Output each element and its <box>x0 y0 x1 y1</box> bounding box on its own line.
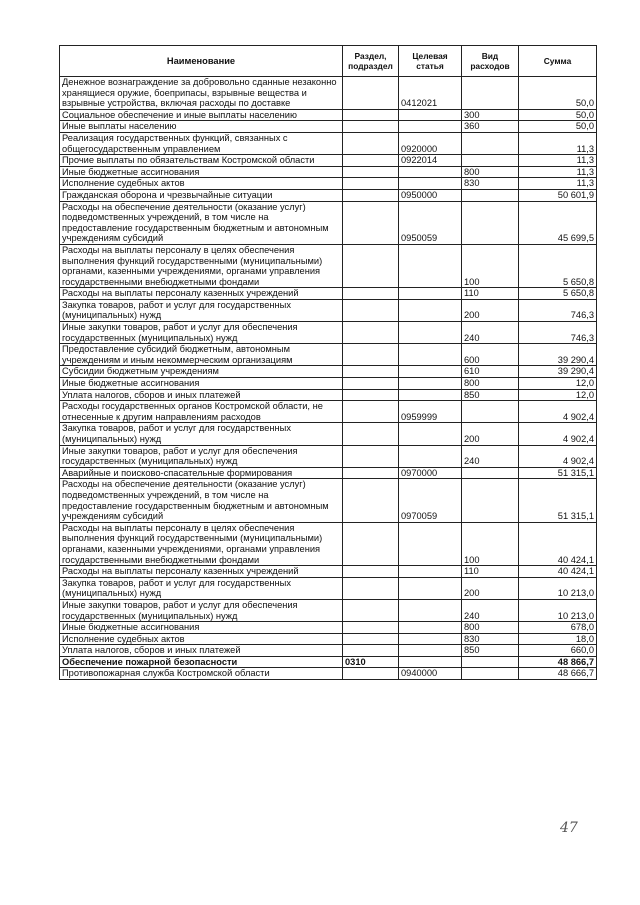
row-expense-cell <box>462 77 519 110</box>
table-row <box>60 645 597 657</box>
row-article-cell <box>399 445 462 467</box>
row-article-cell <box>399 622 462 634</box>
row-section-cell <box>343 322 399 344</box>
row-name-cell: Расходы на обеспечение деятельности (оказание услуг) подведомственных учреждений, в том числе на предоставление государственным бюджетным и автономным учреждениям субсидий <box>60 201 343 244</box>
row-name-cell: Аварийные и поисково-спасательные формирования <box>60 467 343 479</box>
row-section-cell <box>343 622 399 634</box>
row-expense-cell: 830 <box>462 633 519 645</box>
table-row <box>60 566 597 578</box>
row-name-cell: Исполнение судебных актов <box>60 633 343 645</box>
row-expense-cell <box>462 479 519 522</box>
row-section-cell <box>343 467 399 479</box>
row-expense-cell: 240 <box>462 599 519 621</box>
row-article-cell: 0412021 <box>399 77 462 110</box>
row-section-cell: 0310 <box>343 656 399 668</box>
row-expense-cell: 360 <box>462 121 519 133</box>
column-header-sum: Сумма <box>519 46 597 77</box>
row-article-cell <box>399 178 462 190</box>
row-expense-cell: 600 <box>462 344 519 366</box>
row-section-cell <box>343 401 399 423</box>
table-row <box>60 132 597 154</box>
row-expense-cell: 200 <box>462 423 519 445</box>
row-expense-cell: 610 <box>462 366 519 378</box>
row-name-cell: Обеспечение пожарной безопасности <box>60 656 343 668</box>
row-name-cell: Иные выплаты населению <box>60 121 343 133</box>
row-sum-cell: 18,0 <box>519 633 597 645</box>
row-section-cell <box>343 166 399 178</box>
row-name-cell: Гражданская оборона и чрезвычайные ситуации <box>60 189 343 201</box>
table-row <box>60 288 597 300</box>
row-article-cell: 0959999 <box>399 401 462 423</box>
row-sum-cell: 4 902,4 <box>519 445 597 467</box>
row-sum-cell: 12,0 <box>519 389 597 401</box>
row-article-cell: 0940000 <box>399 668 462 680</box>
row-expense-cell: 800 <box>462 166 519 178</box>
row-sum-cell: 39 290,4 <box>519 366 597 378</box>
row-sum-cell: 50,0 <box>519 109 597 121</box>
table-row <box>60 389 597 401</box>
row-article-cell <box>399 423 462 445</box>
row-sum-cell: 4 902,4 <box>519 401 597 423</box>
row-article-cell <box>399 166 462 178</box>
row-expense-cell: 800 <box>462 622 519 634</box>
row-expense-cell: 110 <box>462 566 519 578</box>
table-row <box>60 656 597 668</box>
row-section-cell <box>343 189 399 201</box>
row-name-cell: Денежное вознаграждение за добровольно сданные незаконно хранящиеся оружие, боеприпасы, взрывные вещества и взрывные устройства, включая расходы по доставке <box>60 77 343 110</box>
row-section-cell <box>343 633 399 645</box>
row-name-cell: Закупка товаров, работ и услуг для государственных (муниципальных) нужд <box>60 423 343 445</box>
row-section-cell <box>343 668 399 680</box>
row-name-cell: Исполнение судебных актов <box>60 178 343 190</box>
table-row <box>60 322 597 344</box>
row-expense-cell: 830 <box>462 178 519 190</box>
table-body <box>60 77 597 680</box>
row-article-cell <box>399 577 462 599</box>
row-article-cell: 0920000 <box>399 132 462 154</box>
table-row <box>60 401 597 423</box>
row-section-cell <box>343 132 399 154</box>
row-article-cell <box>399 344 462 366</box>
column-header-section: Раздел, подраздел <box>343 46 399 77</box>
table-row <box>60 109 597 121</box>
row-section-cell <box>343 109 399 121</box>
row-section-cell <box>343 201 399 244</box>
table-row <box>60 166 597 178</box>
column-header-article: Целевая статья <box>399 46 462 77</box>
column-header-name: Наименование <box>60 46 343 77</box>
table-row <box>60 121 597 133</box>
table-row <box>60 189 597 201</box>
row-section-cell <box>343 178 399 190</box>
row-name-cell: Уплата налогов, сборов и иных платежей <box>60 645 343 657</box>
row-name-cell: Расходы на обеспечение деятельности (оказание услуг) подведомственных учреждений, в том числе на предоставление государственным бюджетным и автономным учреждениям субсидий <box>60 479 343 522</box>
row-name-cell: Расходы на выплаты персоналу казенных учреждений <box>60 288 343 300</box>
row-expense-cell: 100 <box>462 522 519 565</box>
row-expense-cell <box>462 155 519 167</box>
row-article-cell <box>399 566 462 578</box>
row-sum-cell: 5 650,8 <box>519 288 597 300</box>
row-expense-cell <box>462 467 519 479</box>
row-name-cell: Социальное обеспечение и иные выплаты населению <box>60 109 343 121</box>
row-expense-cell: 240 <box>462 322 519 344</box>
row-article-cell <box>399 121 462 133</box>
row-article-cell <box>399 299 462 321</box>
row-name-cell: Иные закупки товаров, работ и услуг для обеспечения государственных (муниципальных) нужд <box>60 322 343 344</box>
row-article-cell: 0950000 <box>399 189 462 201</box>
row-expense-cell <box>462 656 519 668</box>
row-sum-cell: 39 290,4 <box>519 344 597 366</box>
row-expense-cell: 200 <box>462 299 519 321</box>
row-sum-cell: 40 424,1 <box>519 566 597 578</box>
table-row <box>60 467 597 479</box>
row-expense-cell: 100 <box>462 244 519 287</box>
row-section-cell <box>343 299 399 321</box>
row-name-cell: Прочие выплаты по обязательствам Костромской области <box>60 155 343 167</box>
row-article-cell <box>399 322 462 344</box>
table-row <box>60 423 597 445</box>
row-article-cell <box>399 656 462 668</box>
row-article-cell: 0922014 <box>399 155 462 167</box>
row-section-cell <box>343 522 399 565</box>
table-row <box>60 479 597 522</box>
row-sum-cell: 10 213,0 <box>519 577 597 599</box>
row-sum-cell: 660,0 <box>519 645 597 657</box>
row-name-cell: Иные бюджетные ассигнования <box>60 378 343 390</box>
row-section-cell <box>343 121 399 133</box>
row-expense-cell <box>462 201 519 244</box>
table-row <box>60 155 597 167</box>
row-expense-cell: 240 <box>462 445 519 467</box>
row-section-cell <box>343 445 399 467</box>
row-name-cell: Уплата налогов, сборов и иных платежей <box>60 389 343 401</box>
row-name-cell: Иные закупки товаров, работ и услуг для обеспечения государственных (муниципальных) нужд <box>60 599 343 621</box>
row-article-cell <box>399 109 462 121</box>
row-article-cell <box>399 599 462 621</box>
row-section-cell <box>343 344 399 366</box>
row-section-cell <box>343 566 399 578</box>
table-row <box>60 366 597 378</box>
row-sum-cell: 11,3 <box>519 155 597 167</box>
row-name-cell: Предоставление субсидий бюджетным, автономным учреждениям и иным некоммерческим организациям <box>60 344 343 366</box>
row-sum-cell: 678,0 <box>519 622 597 634</box>
row-sum-cell: 12,0 <box>519 378 597 390</box>
row-section-cell <box>343 378 399 390</box>
row-sum-cell: 746,3 <box>519 322 597 344</box>
table-row <box>60 577 597 599</box>
table-row <box>60 633 597 645</box>
table-row <box>60 299 597 321</box>
row-name-cell: Закупка товаров, работ и услуг для государственных (муниципальных) нужд <box>60 577 343 599</box>
row-sum-cell: 5 650,8 <box>519 244 597 287</box>
row-article-cell: 0970000 <box>399 467 462 479</box>
row-name-cell: Расходы на выплаты персоналу в целях обеспечения выполнения функций государственными (муниципальными) органами, казенными учреждениями, органами управления государственными внебюджетными фондами <box>60 244 343 287</box>
row-section-cell <box>343 366 399 378</box>
row-sum-cell: 11,3 <box>519 178 597 190</box>
table-row <box>60 668 597 680</box>
row-expense-cell: 200 <box>462 577 519 599</box>
row-expense-cell: 800 <box>462 378 519 390</box>
row-sum-cell: 51 315,1 <box>519 479 597 522</box>
table-row <box>60 178 597 190</box>
table-row <box>60 344 597 366</box>
row-expense-cell: 850 <box>462 645 519 657</box>
row-section-cell <box>343 288 399 300</box>
row-section-cell <box>343 155 399 167</box>
row-expense-cell <box>462 401 519 423</box>
row-section-cell <box>343 389 399 401</box>
row-name-cell: Реализация государственных функций, связанных с общегосударственным управлением <box>60 132 343 154</box>
row-section-cell <box>343 77 399 110</box>
row-name-cell: Расходы государственных органов Костромской области, не отнесенные к другим направлениям расходов <box>60 401 343 423</box>
budget-table <box>59 45 597 680</box>
row-sum-cell: 50,0 <box>519 121 597 133</box>
row-name-cell: Закупка товаров, работ и услуг для государственных (муниципальных) нужд <box>60 299 343 321</box>
table-header-row <box>60 46 597 77</box>
column-header-expense: Вид расходов <box>462 46 519 77</box>
row-expense-cell <box>462 132 519 154</box>
row-name-cell: Субсидии бюджетным учреждениям <box>60 366 343 378</box>
row-sum-cell: 48 666,7 <box>519 668 597 680</box>
row-sum-cell: 50,0 <box>519 77 597 110</box>
row-name-cell: Иные бюджетные ассигнования <box>60 622 343 634</box>
row-name-cell: Расходы на выплаты персоналу казенных учреждений <box>60 566 343 578</box>
row-article-cell <box>399 522 462 565</box>
row-sum-cell: 746,3 <box>519 299 597 321</box>
row-name-cell: Иные бюджетные ассигнования <box>60 166 343 178</box>
row-name-cell: Противопожарная служба Костромской области <box>60 668 343 680</box>
row-article-cell: 0970059 <box>399 479 462 522</box>
row-article-cell <box>399 645 462 657</box>
row-article-cell <box>399 389 462 401</box>
table-row <box>60 244 597 287</box>
row-expense-cell <box>462 189 519 201</box>
row-expense-cell: 300 <box>462 109 519 121</box>
row-section-cell <box>343 244 399 287</box>
row-sum-cell: 40 424,1 <box>519 522 597 565</box>
table-row <box>60 378 597 390</box>
row-sum-cell: 51 315,1 <box>519 467 597 479</box>
row-article-cell <box>399 378 462 390</box>
row-expense-cell: 850 <box>462 389 519 401</box>
table-row <box>60 522 597 565</box>
row-sum-cell: 11,3 <box>519 132 597 154</box>
row-name-cell: Расходы на выплаты персоналу в целях обеспечения выполнения функций государственными (муниципальными) органами, казенными учреждениями, органами управления государственными внебюджетными фондами <box>60 522 343 565</box>
table-row <box>60 599 597 621</box>
table-row <box>60 622 597 634</box>
row-sum-cell: 45 699,5 <box>519 201 597 244</box>
row-article-cell <box>399 244 462 287</box>
row-sum-cell: 48 866,7 <box>519 656 597 668</box>
table-row <box>60 77 597 110</box>
table-row <box>60 201 597 244</box>
row-article-cell <box>399 366 462 378</box>
row-name-cell: Иные закупки товаров, работ и услуг для обеспечения государственных (муниципальных) нужд <box>60 445 343 467</box>
row-expense-cell: 110 <box>462 288 519 300</box>
row-article-cell: 0950059 <box>399 201 462 244</box>
row-sum-cell: 11,3 <box>519 166 597 178</box>
row-section-cell <box>343 645 399 657</box>
row-article-cell <box>399 288 462 300</box>
row-section-cell <box>343 599 399 621</box>
row-article-cell <box>399 633 462 645</box>
page-number: 47 <box>560 820 578 836</box>
row-section-cell <box>343 577 399 599</box>
row-sum-cell: 10 213,0 <box>519 599 597 621</box>
row-expense-cell <box>462 668 519 680</box>
table-row <box>60 445 597 467</box>
row-sum-cell: 4 902,4 <box>519 423 597 445</box>
row-sum-cell: 50 601,9 <box>519 189 597 201</box>
row-section-cell <box>343 479 399 522</box>
row-section-cell <box>343 423 399 445</box>
